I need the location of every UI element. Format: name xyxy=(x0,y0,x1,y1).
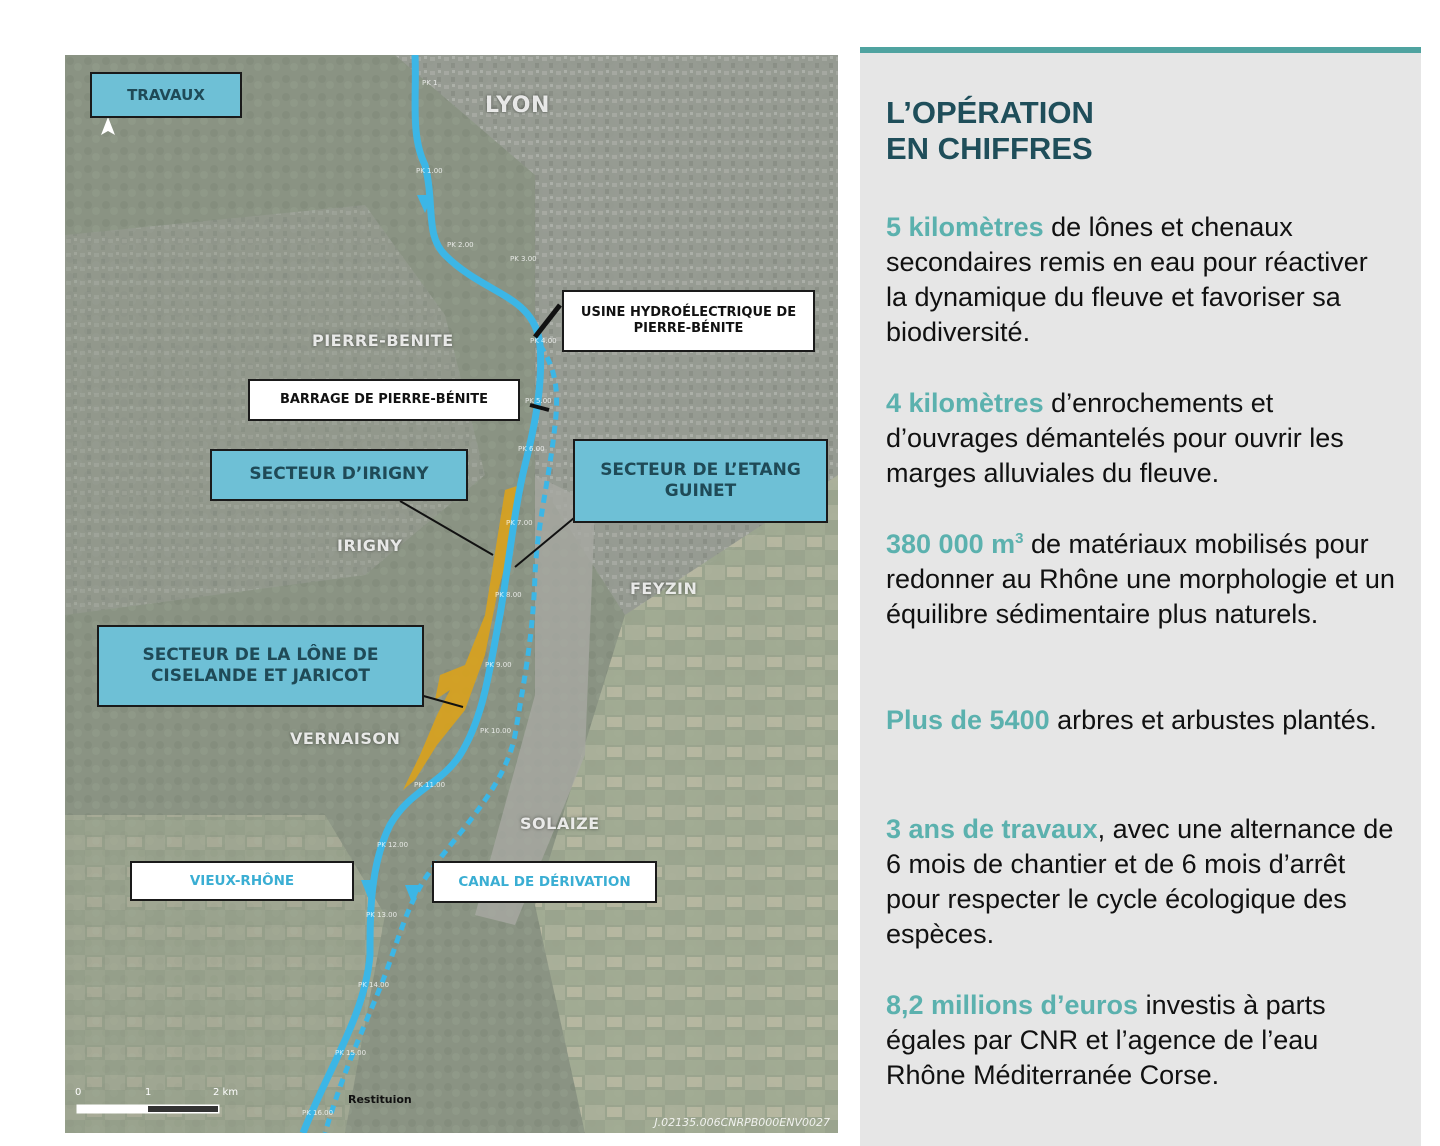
pk-label: PK 5.00 xyxy=(525,397,552,405)
stat-item xyxy=(886,703,1396,738)
callout-ciselande: SECTEUR DE LA LÔNE DE CISELANDE ET JARICOT xyxy=(97,625,424,707)
panel-title xyxy=(886,95,1094,167)
stat-text: de lônes et chenaux secondaires remis en eau pour réactiver la dynamique du fleuve et favoriser sa biodiversité. xyxy=(886,212,1368,347)
figures-panel xyxy=(860,47,1421,1146)
town-lyon: LYON xyxy=(485,93,550,118)
pk-label: PK 15.00 xyxy=(335,1049,367,1057)
callout-secteur-irigny: SECTEUR D’IRIGNY xyxy=(210,449,468,501)
pk-label: PK 6.00 xyxy=(518,445,545,453)
stat-item xyxy=(886,210,1396,350)
panel-title-line2: EN CHIFFRES xyxy=(886,131,1093,166)
stat-highlight: Plus de 5400 xyxy=(886,705,1050,735)
pk-label: PK 12.00 xyxy=(377,841,409,849)
scale-mid: 1 xyxy=(145,1087,152,1098)
pk-label: PK 11.00 xyxy=(414,781,446,789)
pk-label: PK 3.00 xyxy=(510,255,537,263)
stat-text: investis à parts égales par CNR et l’agence de l’eau Rhône Méditerranée Corse. xyxy=(886,990,1326,1090)
pk-label: PK 16.00 xyxy=(302,1109,334,1117)
pk-label: PK 10.00 xyxy=(480,727,512,735)
map-area xyxy=(65,55,838,1133)
pk-label: PK 2.00 xyxy=(447,241,474,249)
stat-item xyxy=(886,527,1396,632)
town-irigny: IRIGNY xyxy=(337,536,403,555)
pk-label: PK 4.00 xyxy=(530,337,557,345)
stat-item xyxy=(886,812,1396,952)
scale-start: 0 xyxy=(75,1087,82,1098)
stat-highlight: 8,2 millions d’euros xyxy=(886,990,1139,1020)
stat-highlight xyxy=(886,529,1023,559)
stat-text: de matériaux mobilisés pour redonner au Rhône une morphologie et un équilibre sédimentaire plus naturels. xyxy=(886,529,1395,629)
panel-title-line1: L’OPÉRATION xyxy=(886,95,1094,130)
pk-label: PK 9.00 xyxy=(485,661,512,669)
pk-label: PK 7.00 xyxy=(506,519,533,527)
callout-canal: CANAL DE DÉRIVATION xyxy=(432,861,657,903)
pk-label: PK 1 xyxy=(422,79,438,87)
town-feyzin: FEYZIN xyxy=(630,579,698,598)
callout-barrage: BARRAGE DE PIERRE-BÉNITE xyxy=(248,379,520,421)
stat-highlight-exponent: 3 xyxy=(1015,530,1024,547)
pk-label: PK 14.00 xyxy=(358,981,390,989)
legend-travaux: TRAVAUX xyxy=(90,72,242,118)
restitution-label: Restituion xyxy=(348,1093,412,1106)
map-reference: J.02135.006CNRPB000ENV0027 xyxy=(654,1116,830,1129)
town-vernaison: VERNAISON xyxy=(290,729,401,748)
callout-etang-guinet: SECTEUR DE L’ETANG GUINET xyxy=(573,439,828,523)
pk-label: PK 13.00 xyxy=(366,911,398,919)
town-pierre-benite: PIERRE-BENITE xyxy=(312,331,454,350)
stat-item xyxy=(886,988,1396,1093)
callout-usine: USINE HYDROÉLECTRIQUE DE PIERRE-BÉNITE xyxy=(562,290,815,352)
stat-item xyxy=(886,386,1396,491)
stat-text: arbres et arbustes plantés. xyxy=(1049,705,1377,735)
stat-highlight: 3 ans de travaux xyxy=(886,814,1098,844)
pk-label: PK 8.00 xyxy=(495,591,522,599)
pk-label: PK 1.00 xyxy=(416,167,443,175)
aerial-map xyxy=(65,55,838,1133)
callout-vieux-rhone: VIEUX-RHÔNE xyxy=(130,861,354,901)
stat-text: d’enrochements et d’ouvrages démantelés pour ouvrir les marges alluviales du fleuve. xyxy=(886,388,1344,488)
stat-text: , avec une alternance de 6 mois de chantier et de 6 mois d’arrêt pour respecter le cycle écologique des espèces. xyxy=(886,814,1394,949)
stat-highlight: 5 kilomètres xyxy=(886,212,1044,242)
town-solaize: SOLAIZE xyxy=(520,814,600,833)
stat-highlight-value: 380 000 m xyxy=(886,529,1016,559)
stat-highlight: 4 kilomètres xyxy=(886,388,1044,418)
scale-end: 2 km xyxy=(213,1087,239,1098)
